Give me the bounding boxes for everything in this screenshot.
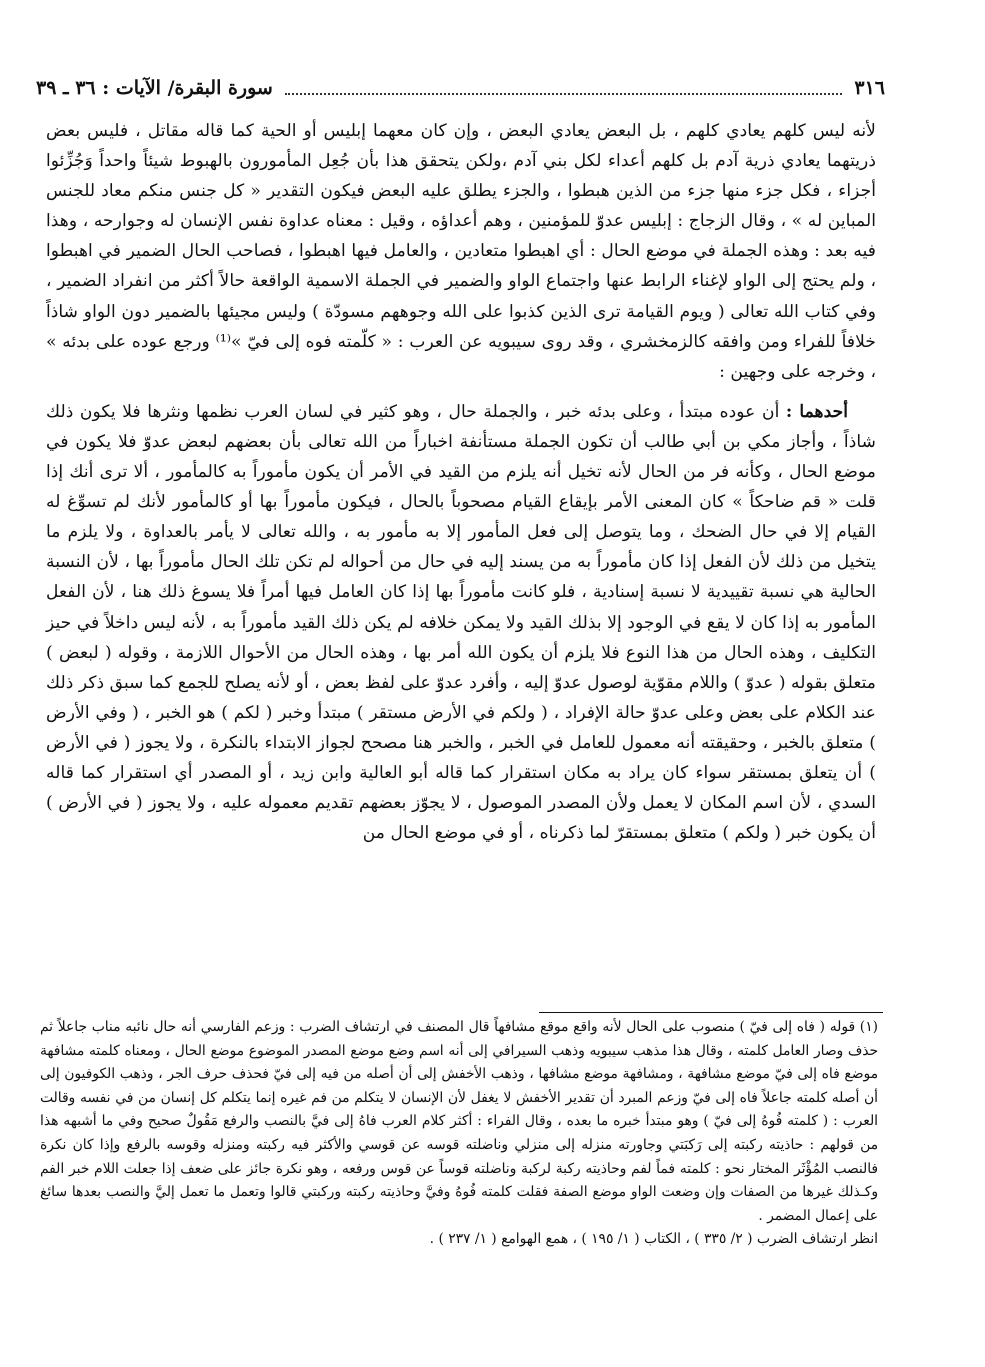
footnote-divider — [539, 1012, 883, 1013]
paragraph-1: لأنه ليس كلهم يعادي كلهم ، بل البعض يعادي البعض ، وإن كان معهما إبليس أو الحية كما قاله مقاتل ، فليس بعض ذريتهما يعادي ذرية آدم بل كلهم أعداء لكل بني آدم ،ولكن يتحقق هذا بأن جُعِل المأمورون بالهبوط شيئاً واحداً وَجُزِّئوا أجزاء ، فكل جزء منها جزء من الذين هبطوا ، والجزء يطلق عليه البعض فيكون التقدير « كل جنس منكم معاد للجنس المباين له » ، وقال الزجاج : إبليس عدوّ للمؤمنين ، وهم أعداؤه ، وقيل : معناه عداوة نفس الإنسان له وجوارحه ، وهذا فيه بعد : وهذه الجملة في موضع الحال : أي اهبطوا متعادين ، والعامل فيها اهبطوا ، فصاحب الحال الضمير في اهبطوا ، ولم يحتج إلى الواو لإغناء الرابط عنها واجتماع الواو والضمير في الجملة الاسمية الواقعة حالاً أكثر من انفراد الضمير ، وفي كتاب الله تعالى ( ويوم القيامة ترى الذين كذبوا على الله وجوههم مسودّة ) وليس مجيئها بالضمير دون الواو شاذاً خلافاً للفراء ومن وافقه كالزمخشري ، وقد روى سيبويه عن العرب : « كلّمته فوه إلى فيّ »⁽¹⁾ ورجع عوده على بدئه » ، وخرجه على وجهين : — [46, 121, 876, 382]
footnote-references: انظر ارتشاف الضرب ( ٢/ ٣٣٥ ) ، الكتاب ( ١/ ١٩٥ ) ، همع الهوامع ( ١/ ٢٣٧ ) . — [429, 1231, 878, 1248]
page-number: ٣١٦ — [854, 77, 885, 99]
first-label: أحدهما : — [785, 401, 848, 422]
running-title: سورة البقرة/ الآيات : ٣٦ ـ ٣٩ — [36, 77, 273, 99]
page-header — [36, 74, 885, 102]
footnote-1: (١) قوله ( فاه إلى فيّ ) منصوب على الحال لأنه واقع موقع مشافهاً قال المصنف في ارتشاف الضرب : وزعم الفارسي أنه حال نائبه مناب جاعلاً ثم حذف وصار العامل كلمته ، وقال هذا مذهب سيبويه وذهب السيرافي إلى أنه اسم وضع موضع المصدر الموضوع موضع الحال ، ومعناه كلمته مشافهة موضع فاه إلى فيّ موضع مشافهة ، ومشافهة موضع مشافها ، وذهب الأخفش إلى أن أصله من فيه إلى فيّ فحذف حرف الجر ، وذهب الكوفيون إلى أن أصله كلمته جاعلاً فاه إلى فيّ وزعم المبرد أن تقدير الأخفش لا يغفل لأن الإنسان لا يتكلم من فم غيره إنما يتكلم كل إنسان من في نفسه وقالت العرب : ( كلمته فُوهُ إلى فيّ ) وهو مبتدأ خبره ما بعده ، وقال الفراء : أكثر كلام العرب فاهُ إلى فيَّ بالنصب والرفع مَقُولٌ صحيح وفي ما أشبهه هذا من قولهم : حاذيته ركبته إلى رَكبَتي وجاورته منزله إلى منزلي وناضلته قوسه عن قوسي والأكثر فيه ركبته ومنزله وقوسه بالرفع وإذا كان نكرة فالنصب المُؤْثَر المختار نحو : كلمته فماً لفم وحاذيته ركبة لركبة وناضلته قوساً عن قوس ورفعه ، وهو نكرة جائز على ضعف إذا جعلت اللام خبر الفم وكـذلك غيرها من الصفات وإن وضعت الواو موضع الصفة فقلت كلمته فُوهُ وفيَّ وحاذيته ركبته وركبتي قالوا وتعمل ما تعمل إليَّ والنصب بعدها سائغ على إعمال المضمر . — [40, 1019, 878, 1224]
footnotes — [40, 1016, 878, 1252]
paragraph-2 — [46, 397, 876, 848]
header-dotted-leader — [285, 81, 843, 95]
main-text — [46, 116, 876, 848]
paragraph-2-text: أن عوده مبتدأ ، وعلى بدئه خبر ، والجملة حال ، وهو كثير في لسان العرب نظمها ونثرها فلا يكون ذلك شاذاً ، وأجاز مكي بن أبي طالب أن تكون الجملة مستأنفة اخباراً من الله تعالى بأن بعضهم لبعض عدوّ فلا يكون في موضع الحال ، وكأنه فر من الحال لأنه تخيل أنه يلزم من القيد في الأمر أن يكون مأموراً به كالمأمور ، ألا ترى أنك إذا قلت « قم ضاحكاً » كان المعنى الأمر بإيقاع القيام مصحوباً بالحال ، فيكون مأموراً بها أو كالمأمور لأنك لم تسوِّغ له القيام إلا في حال الضحك ، وما يتوصل إلى فعل المأمور إلا به مأمور به ، والله تعالى لا يأمر بالعداوة ، ولا يلزم ما يتخيل من ذلك لأن الفعل إذا كان مأموراً به من يسند إليه في حال من أحواله لم تكن تلك الحال مأموراً بها ، لأن النسبة الحالية هي نسبة تقييدية لا نسبة إسنادية ، فلو كانت مأموراً بها إذا كان العامل فيها أمراً فلا يسوغ ذلك هنا ، لأن الفعل المأمور به إذا كان لا يقع في الوجود إلا بذلك القيد ولا يمكن خلافه لم يكن ذلك القيد مأموراً به ، لأنه ليس داخلاً في حيز التكليف ، وهذه الحال من هذا النوع فلا يلزم أن يكون الله أمر بها ، وهذه الحال من الأحوال اللازمة ، وقوله ( لبعض ) متعلق بقوله ( عدوّ ) واللام مقوّية لوصول عدوّ إليه ، وأفرد عدوّ على لفظ بعض ، أو لأنه يصلح للجمع كما سبق ذكر ذلك عند الكلام على بعض وعلى عدوّ حالة الإفراد ، ( ولكم في الأرض مستقر ) مبتدأ وخبر ( لكم ) هو الخبر ، ( وفي الأرض ) متعلق بالخبر ، وحقيقته أنه معمول للعامل في الخبر ، والخبر هنا مصحح لجواز الابتداء بالنكرة ، ولا يجوز ( في الأرض ) أن يتعلق بمستقر سواء كان يراد به مكان استقرار كما قاله أبو العالية وابن زيد ، أو المصدر أي استقرار كما قاله السدي ، لأن اسم المكان لا يعمل ولأن المصدر الموصول ، لا يجوّز بعضهم تقديم معموله عليه ، ولا يجوز ( في الأرض ) أن يكون خبر ( ولكم ) متعلق بمستقرّ لما ذكرناه ، أو في موضع الحال من — [46, 401, 876, 844]
